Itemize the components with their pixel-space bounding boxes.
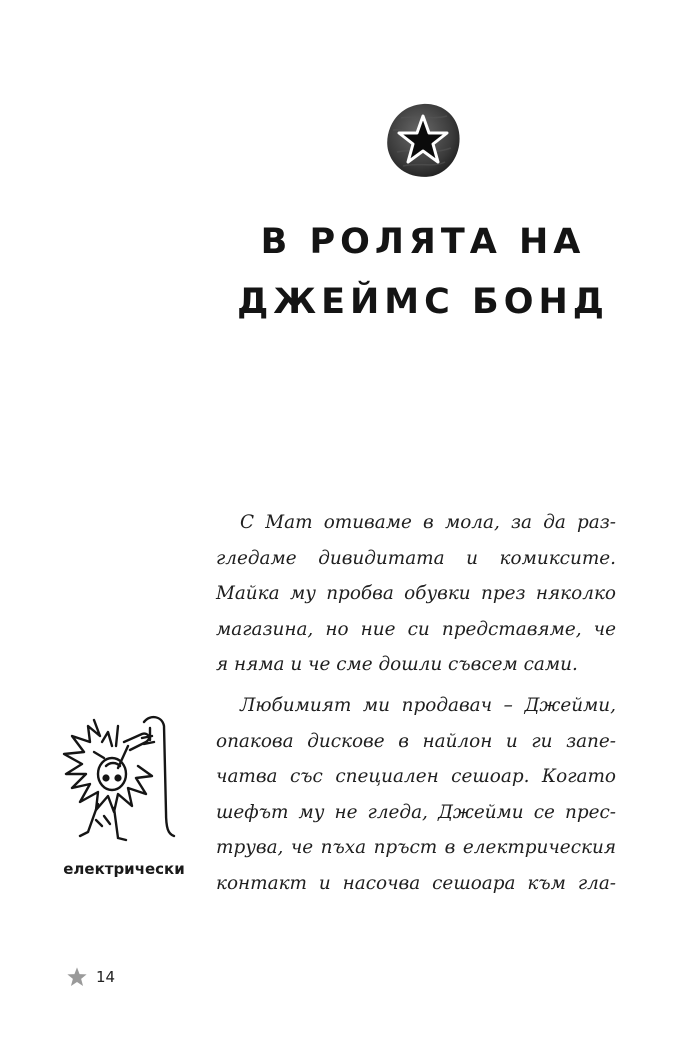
paragraph-2 [216,688,616,902]
text-line: чатва със специален сешоар. Когато [216,766,616,788]
text-line: опакова дискове в найлон и ги запе- [216,730,616,752]
chapter-title-line-2: ДЖЕЙМС БОНД [237,282,609,322]
chapter-title-line-1: В РОЛЯТА НА [260,222,586,262]
text-line: Майка му пробва обувки през няколко [216,583,616,605]
electrocuted-figure-icon [58,712,186,848]
paragraph-1 [216,505,616,683]
chapter-title [150,212,696,332]
text-line: контакт и насочва сешоара към гла- [216,872,616,894]
text-line: магазина, но ние си представяме, че [216,618,616,640]
text-line: С Мат отиваме в мола, за да раз- [240,512,616,533]
illustration-caption: електрически [63,860,185,878]
star-emblem-icon [383,100,463,180]
text-line: трува, че пъха пръст в електрическия [216,837,616,859]
text-line: гледаме дивидитата и комиксите. [216,547,616,569]
star-icon [66,966,88,988]
body-text [216,505,616,902]
text-line: Любимият ми продавач – Джейми, [240,694,616,716]
page-number: 14 [96,968,116,986]
text-line: шефът му не гледа, Джейми се прес- [216,801,616,823]
text-line: я няма и че сме дошли съвсем сами. [216,654,578,676]
page-footer [66,966,115,988]
